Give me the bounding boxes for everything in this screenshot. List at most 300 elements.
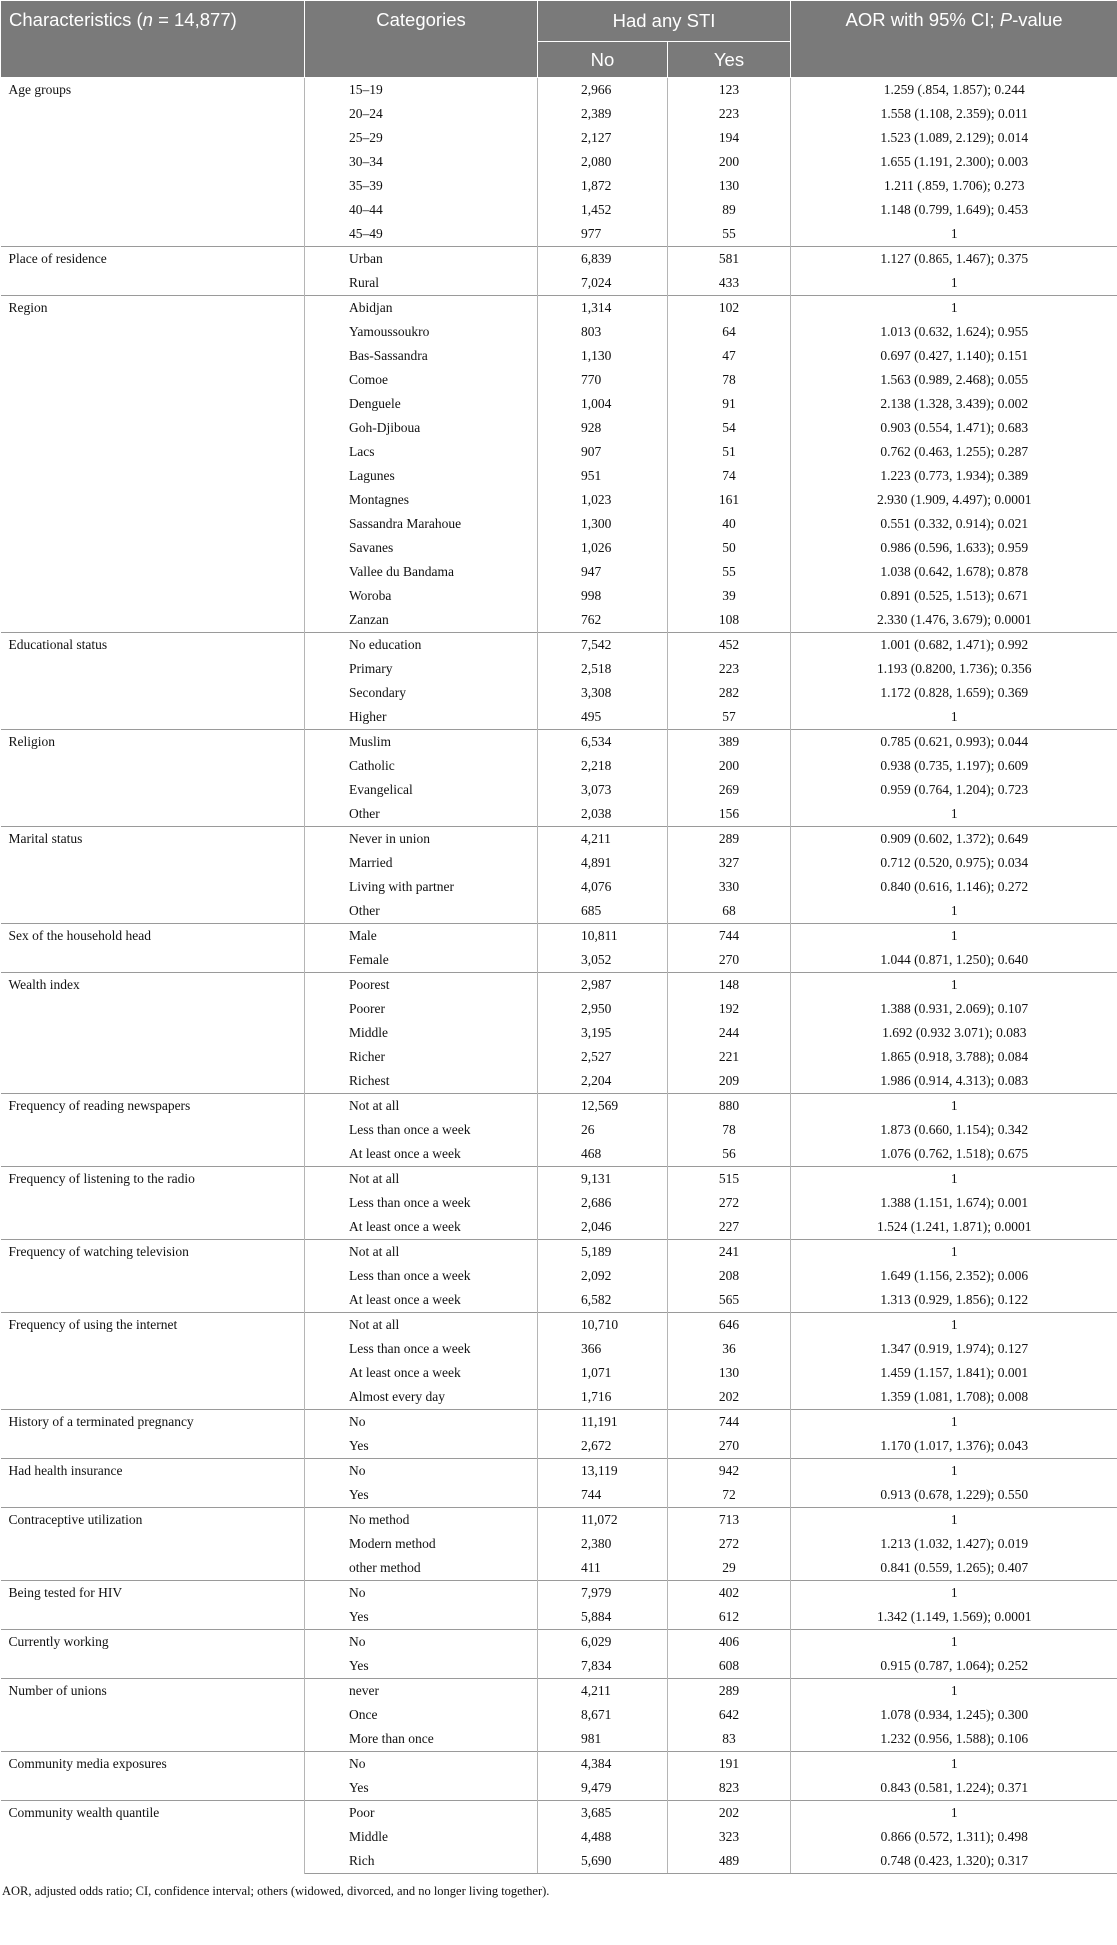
category-cell: Abidjan xyxy=(305,296,538,321)
sti-no-count: 762 xyxy=(538,608,668,633)
sti-yes-count: 161 xyxy=(668,488,791,512)
header-aor: AOR with 95% CI; P-value xyxy=(791,1,1117,78)
table-row xyxy=(1,1581,1117,1606)
category-cell: Male xyxy=(305,924,538,949)
aor-cell: 1.259 (.854, 1.857); 0.244 xyxy=(791,78,1117,103)
characteristic-name: Place of residence xyxy=(1,247,305,296)
category-cell: other method xyxy=(305,1556,538,1581)
aor-cell: 1.986 (0.914, 4.313); 0.083 xyxy=(880,1073,1029,1088)
category-cell: Never in union xyxy=(305,827,538,852)
category-cell: Savanes xyxy=(305,536,538,560)
sti-yes-count: 223 xyxy=(668,102,791,126)
sti-yes-count: 646 xyxy=(668,1313,791,1338)
sti-yes-count: 209 xyxy=(668,1069,791,1094)
category-cell: No education xyxy=(305,633,538,658)
table-row xyxy=(1,924,1117,949)
category-cell: Yes xyxy=(305,1776,538,1801)
category-cell: Modern method xyxy=(305,1532,538,1556)
aor-cell: 0.913 (0.678, 1.229); 0.550 xyxy=(880,1487,1029,1502)
header-no: No xyxy=(538,42,668,78)
sti-yes-count: 74 xyxy=(668,464,791,488)
category-cell: 35–39 xyxy=(305,174,538,198)
aor-cell: 1.170 (1.017, 1.376); 0.043 xyxy=(880,1438,1029,1453)
characteristic-name: Wealth index xyxy=(1,973,305,1094)
sti-yes-count: 55 xyxy=(668,222,791,247)
sti-yes-count: 89 xyxy=(668,198,791,222)
category-cell: No xyxy=(305,1581,538,1606)
category-cell: Poor xyxy=(305,1801,538,1826)
aor-cell: 1.223 (0.773, 1.934); 0.389 xyxy=(880,468,1029,483)
aor-cell: 1 xyxy=(791,1508,1117,1533)
table-row xyxy=(1,296,1117,321)
aor-cell: 1.148 (0.799, 1.649); 0.453 xyxy=(880,202,1029,217)
aor-cell: 0.959 (0.764, 1.204); 0.723 xyxy=(880,782,1029,797)
aor-cell: 1.524 (1.241, 1.871); 0.0001 xyxy=(877,1219,1032,1234)
category-cell: Other xyxy=(305,802,538,827)
sti-yes-count: 223 xyxy=(668,657,791,681)
category-cell: Female xyxy=(305,948,538,973)
aor-cell: 0.697 (0.427, 1.140); 0.151 xyxy=(880,348,1029,363)
sti-yes-count: 50 xyxy=(668,536,791,560)
aor-cell: 0.986 (0.596, 1.633); 0.959 xyxy=(880,540,1029,555)
sti-yes-count: 200 xyxy=(668,150,791,174)
table-row xyxy=(1,973,1117,998)
table-row xyxy=(1,1801,1117,1826)
sti-no-count: 947 xyxy=(538,560,668,584)
category-cell: No xyxy=(305,1752,538,1777)
category-cell: Urban xyxy=(305,247,538,272)
sti-yes-count: 202 xyxy=(668,1801,791,1826)
sti-no-count: 4,211 xyxy=(538,1679,668,1704)
category-cell: Primary xyxy=(305,657,538,681)
aor-cell: 1.523 (1.089, 2.129); 0.014 xyxy=(880,130,1029,145)
characteristic-name: Frequency of reading newspapers xyxy=(1,1094,305,1167)
table-row xyxy=(1,1094,1117,1119)
category-cell: 20–24 xyxy=(305,102,538,126)
sti-no-count: 366 xyxy=(538,1337,668,1361)
category-cell: Almost every day xyxy=(305,1385,538,1410)
sti-yes-count: 612 xyxy=(668,1605,791,1630)
sti-no-count: 9,131 xyxy=(538,1167,668,1192)
category-cell: Catholic xyxy=(305,754,538,778)
aor-cell: 1.078 (0.934, 1.245); 0.300 xyxy=(880,1707,1029,1722)
table-row xyxy=(1,78,1117,103)
sti-no-count: 4,488 xyxy=(538,1825,668,1849)
category-cell: Sassandra Marahoue xyxy=(305,512,538,536)
table-row xyxy=(1,1752,1117,1777)
sti-no-count: 744 xyxy=(538,1483,668,1508)
aor-cell: 0.840 (0.616, 1.146); 0.272 xyxy=(880,879,1029,894)
sti-no-count: 6,534 xyxy=(538,730,668,755)
sti-no-count: 2,518 xyxy=(538,657,668,681)
category-cell: 15–19 xyxy=(305,78,538,103)
aor-cell: 1 xyxy=(791,1410,1117,1435)
sti-yes-count: 713 xyxy=(668,1508,791,1533)
aor-cell: 1 xyxy=(791,1459,1117,1484)
aor-cell: 1 xyxy=(791,924,1117,949)
sti-no-count: 3,073 xyxy=(538,778,668,802)
sti-no-count: 907 xyxy=(538,440,668,464)
aor-cell: 1 xyxy=(791,1581,1117,1606)
category-cell: Comoe xyxy=(305,368,538,392)
table-row xyxy=(1,247,1117,272)
aor-cell: 0.843 (0.581, 1.224); 0.371 xyxy=(880,1780,1029,1795)
header-categories: Categories xyxy=(305,1,538,78)
sti-yes-count: 56 xyxy=(668,1142,791,1167)
category-cell: 40–44 xyxy=(305,198,538,222)
sti-no-count: 998 xyxy=(538,584,668,608)
aor-cell: 1.044 (0.871, 1.250); 0.640 xyxy=(880,952,1029,967)
sti-no-count: 977 xyxy=(538,222,668,247)
sti-yes-count: 433 xyxy=(668,271,791,296)
sti-yes-count: 244 xyxy=(668,1021,791,1045)
characteristic-name: Frequency of using the internet xyxy=(1,1313,305,1410)
sti-yes-count: 406 xyxy=(668,1630,791,1655)
category-cell: Once xyxy=(305,1703,538,1727)
aor-cell: 0.762 (0.463, 1.255); 0.287 xyxy=(880,444,1029,459)
characteristic-name: History of a terminated pregnancy xyxy=(1,1410,305,1459)
sti-yes-count: 194 xyxy=(668,126,791,150)
category-cell: Not at all xyxy=(305,1240,538,1265)
aor-cell: 1 xyxy=(950,806,958,821)
table-row xyxy=(1,1508,1117,1533)
table-row xyxy=(1,1410,1117,1435)
table-row xyxy=(1,1679,1117,1704)
aor-cell: 0.866 (0.572, 1.311); 0.498 xyxy=(880,1829,1028,1844)
characteristic-name: Frequency of listening to the radio xyxy=(1,1167,305,1240)
sti-no-count: 1,004 xyxy=(538,392,668,416)
sti-yes-count: 64 xyxy=(668,320,791,344)
sti-no-count: 26 xyxy=(538,1118,668,1142)
sti-yes-count: 200 xyxy=(668,754,791,778)
category-cell: Yes xyxy=(305,1654,538,1679)
characteristic-name: Contraceptive utilization xyxy=(1,1508,305,1581)
category-cell: Lacs xyxy=(305,440,538,464)
aor-cell: 1.232 (0.956, 1.588); 0.106 xyxy=(880,1731,1029,1746)
table-row xyxy=(1,1240,1117,1265)
sti-yes-count: 515 xyxy=(668,1167,791,1192)
sti-no-count: 1,026 xyxy=(538,536,668,560)
sti-no-count: 951 xyxy=(538,464,668,488)
sti-no-count: 4,384 xyxy=(538,1752,668,1777)
aor-cell: 1 xyxy=(791,1313,1117,1338)
sti-no-count: 770 xyxy=(538,368,668,392)
sti-no-count: 1,023 xyxy=(538,488,668,512)
aor-cell: 1 xyxy=(791,296,1117,321)
aor-cell: 1.313 (0.929, 1.856); 0.122 xyxy=(880,1292,1029,1307)
category-cell: Higher xyxy=(305,705,538,730)
table-row xyxy=(1,1459,1117,1484)
sti-no-count: 12,569 xyxy=(538,1094,668,1119)
header-yes: Yes xyxy=(668,42,791,78)
category-cell: Rich xyxy=(305,1849,538,1874)
sti-yes-count: 36 xyxy=(668,1337,791,1361)
sti-yes-count: 880 xyxy=(668,1094,791,1119)
category-cell: Yes xyxy=(305,1483,538,1508)
characteristic-name: Region xyxy=(1,296,305,633)
aor-cell: 1 xyxy=(791,1167,1117,1192)
header-had-any-sti: Had any STI xyxy=(538,1,791,42)
sti-yes-count: 565 xyxy=(668,1288,791,1313)
aor-cell: 1.193 (0.8200, 1.736); 0.356 xyxy=(877,661,1032,676)
aor-cell: 1.388 (1.151, 1.674); 0.001 xyxy=(880,1195,1029,1210)
sti-no-count: 7,834 xyxy=(538,1654,668,1679)
sti-yes-count: 192 xyxy=(668,997,791,1021)
aor-cell: 1.563 (0.989, 2.468); 0.055 xyxy=(880,372,1029,387)
category-cell: No xyxy=(305,1630,538,1655)
sti-yes-count: 208 xyxy=(668,1264,791,1288)
category-cell: Secondary xyxy=(305,681,538,705)
sti-yes-count: 452 xyxy=(668,633,791,658)
sti-no-count: 685 xyxy=(538,899,668,924)
sti-no-count: 4,076 xyxy=(538,875,668,899)
sti-no-count: 4,211 xyxy=(538,827,668,852)
sti-yes-count: 123 xyxy=(668,78,791,103)
table-row xyxy=(1,1630,1117,1655)
sti-no-count: 11,191 xyxy=(538,1410,668,1435)
characteristic-name: Frequency of watching television xyxy=(1,1240,305,1313)
sti-no-count: 2,987 xyxy=(538,973,668,998)
category-cell: Other xyxy=(305,899,538,924)
aor-cell: 0.938 (0.735, 1.197); 0.609 xyxy=(880,758,1029,773)
category-cell: Zanzan xyxy=(305,608,538,633)
aor-cell: 1.172 (0.828, 1.659); 0.369 xyxy=(880,685,1029,700)
category-cell: Bas-Sassandra xyxy=(305,344,538,368)
aor-cell: 0.551 (0.332, 0.914); 0.021 xyxy=(880,516,1029,531)
sti-no-count: 2,127 xyxy=(538,126,668,150)
sti-no-count: 2,380 xyxy=(538,1532,668,1556)
category-cell: Married xyxy=(305,851,538,875)
sti-yes-count: 744 xyxy=(668,1410,791,1435)
table-row xyxy=(1,1313,1117,1338)
sti-yes-count: 270 xyxy=(668,948,791,973)
sti-no-count: 468 xyxy=(538,1142,668,1167)
aor-cell: 2.330 (1.476, 3.679); 0.0001 xyxy=(877,612,1032,627)
sti-no-count: 2,686 xyxy=(538,1191,668,1215)
characteristic-name: Number of unions xyxy=(1,1679,305,1752)
sti-yes-count: 241 xyxy=(668,1240,791,1265)
category-cell: Living with partner xyxy=(305,875,538,899)
sti-yes-count: 289 xyxy=(668,827,791,852)
aor-cell: 0.712 (0.520, 0.975); 0.034 xyxy=(880,855,1029,870)
sti-yes-count: 323 xyxy=(668,1825,791,1849)
sti-no-count: 5,690 xyxy=(538,1849,668,1874)
category-cell: Yamoussoukro xyxy=(305,320,538,344)
sti-no-count: 1,130 xyxy=(538,344,668,368)
aor-cell: 1.655 (1.191, 2.300); 0.003 xyxy=(880,154,1029,169)
characteristic-name: Currently working xyxy=(1,1630,305,1679)
sti-no-count: 981 xyxy=(538,1727,668,1752)
category-cell: More than once xyxy=(305,1727,538,1752)
aor-cell: 1.459 (1.157, 1.841); 0.001 xyxy=(880,1365,1029,1380)
sti-no-count: 7,024 xyxy=(538,271,668,296)
sti-no-count: 2,038 xyxy=(538,802,668,827)
sti-yes-count: 202 xyxy=(668,1385,791,1410)
aor-cell: 1.865 (0.918, 3.788); 0.084 xyxy=(880,1049,1029,1064)
sti-no-count: 1,300 xyxy=(538,512,668,536)
characteristic-name: Religion xyxy=(1,730,305,827)
aor-cell: 1.873 (0.660, 1.154); 0.342 xyxy=(880,1122,1029,1137)
sti-no-count: 2,092 xyxy=(538,1264,668,1288)
sti-yes-count: 83 xyxy=(668,1727,791,1752)
sti-yes-count: 272 xyxy=(668,1191,791,1215)
aor-cell: 1.076 (0.762, 1.518); 0.675 xyxy=(880,1146,1029,1161)
characteristic-name: Being tested for HIV xyxy=(1,1581,305,1630)
characteristic-name: Marital status xyxy=(1,827,305,924)
category-cell: Less than once a week xyxy=(305,1191,538,1215)
sti-no-count: 2,966 xyxy=(538,78,668,103)
category-cell: Rural xyxy=(305,271,538,296)
aor-cell: 1.649 (1.156, 2.352); 0.006 xyxy=(880,1268,1029,1283)
category-cell: At least once a week xyxy=(305,1215,538,1240)
sti-no-count: 7,542 xyxy=(538,633,668,658)
sti-yes-count: 289 xyxy=(668,1679,791,1704)
aor-cell: 1.342 (1.149, 1.569); 0.0001 xyxy=(877,1609,1032,1624)
aor-cell: 1.213 (1.032, 1.427); 0.019 xyxy=(880,1536,1029,1551)
sti-yes-count: 78 xyxy=(668,368,791,392)
sti-yes-count: 227 xyxy=(668,1215,791,1240)
aor-cell: 1 xyxy=(950,903,958,918)
aor-cell: 0.915 (0.787, 1.064); 0.252 xyxy=(880,1658,1029,1673)
category-cell: never xyxy=(305,1679,538,1704)
sti-no-count: 928 xyxy=(538,416,668,440)
category-cell: Middle xyxy=(305,1825,538,1849)
category-cell: Woroba xyxy=(305,584,538,608)
sti-yes-count: 130 xyxy=(668,1361,791,1385)
sti-no-count: 3,052 xyxy=(538,948,668,973)
aor-cell: 0.748 (0.423, 1.320); 0.317 xyxy=(791,1849,1117,1874)
category-cell: Not at all xyxy=(305,1313,538,1338)
category-cell: Richer xyxy=(305,1045,538,1069)
category-cell: Richest xyxy=(305,1069,538,1094)
aor-cell: 1 xyxy=(950,226,958,241)
category-cell: Less than once a week xyxy=(305,1264,538,1288)
sti-no-count: 1,314 xyxy=(538,296,668,321)
characteristic-name: Educational status xyxy=(1,633,305,730)
sti-no-count: 6,582 xyxy=(538,1288,668,1313)
category-cell: 30–34 xyxy=(305,150,538,174)
sti-yes-count: 91 xyxy=(668,392,791,416)
sti-no-count: 7,979 xyxy=(538,1581,668,1606)
aor-cell: 1.359 (1.081, 1.708); 0.008 xyxy=(880,1389,1029,1404)
category-cell: Evangelical xyxy=(305,778,538,802)
aor-cell: 1 xyxy=(950,709,958,724)
sti-yes-count: 29 xyxy=(668,1556,791,1581)
category-cell: Denguele xyxy=(305,392,538,416)
sti-no-count: 495 xyxy=(538,705,668,730)
sti-no-count: 10,811 xyxy=(538,924,668,949)
aor-cell: 0.891 (0.525, 1.513); 0.671 xyxy=(880,588,1029,603)
sti-yes-count: 57 xyxy=(668,705,791,730)
sti-no-count: 2,218 xyxy=(538,754,668,778)
table-body xyxy=(1,78,1117,1874)
category-cell: No xyxy=(305,1410,538,1435)
table-row xyxy=(1,633,1117,658)
characteristic-name: Community media exposures xyxy=(1,1752,305,1801)
sti-no-count: 803 xyxy=(538,320,668,344)
sti-yes-count: 55 xyxy=(668,560,791,584)
sti-yes-count: 191 xyxy=(668,1752,791,1777)
aor-cell: 0.785 (0.621, 0.993); 0.044 xyxy=(791,730,1117,755)
sti-no-count: 1,872 xyxy=(538,174,668,198)
table-row xyxy=(1,1167,1117,1192)
sti-no-count: 13,119 xyxy=(538,1459,668,1484)
sti-yes-count: 148 xyxy=(668,973,791,998)
sti-yes-count: 40 xyxy=(668,512,791,536)
aor-cell: 1.001 (0.682, 1.471); 0.992 xyxy=(791,633,1117,658)
sti-no-count: 6,839 xyxy=(538,247,668,272)
category-cell: 25–29 xyxy=(305,126,538,150)
characteristic-name: Sex of the household head xyxy=(1,924,305,973)
sti-yes-count: 39 xyxy=(668,584,791,608)
sti-no-count: 4,891 xyxy=(538,851,668,875)
aor-cell: 1.558 (1.108, 2.359); 0.011 xyxy=(880,106,1028,121)
category-cell: Less than once a week xyxy=(305,1118,538,1142)
category-cell: Poorer xyxy=(305,997,538,1021)
sti-yes-count: 102 xyxy=(668,296,791,321)
aor-cell: 0.841 (0.559, 1.265); 0.407 xyxy=(880,1560,1029,1575)
aor-cell: 1 xyxy=(791,1752,1117,1777)
aor-cell: 1 xyxy=(791,973,1117,998)
sti-yes-count: 78 xyxy=(668,1118,791,1142)
category-cell: Muslim xyxy=(305,730,538,755)
aor-cell: 1 xyxy=(791,1630,1117,1655)
category-cell: No xyxy=(305,1459,538,1484)
header-characteristics: Characteristics (n = 14,877) xyxy=(1,1,305,78)
sti-yes-count: 330 xyxy=(668,875,791,899)
sti-no-count: 2,204 xyxy=(538,1069,668,1094)
sti-no-count: 2,950 xyxy=(538,997,668,1021)
aor-cell: 0.903 (0.554, 1.471); 0.683 xyxy=(880,420,1029,435)
category-cell: At least once a week xyxy=(305,1288,538,1313)
category-cell: Montagnes xyxy=(305,488,538,512)
category-cell: At least once a week xyxy=(305,1142,538,1167)
sti-yes-count: 402 xyxy=(668,1581,791,1606)
sti-no-count: 10,710 xyxy=(538,1313,668,1338)
sti-yes-count: 68 xyxy=(668,899,791,924)
characteristic-name: Age groups xyxy=(1,78,305,247)
category-cell: 45–49 xyxy=(305,222,538,247)
category-cell: Not at all xyxy=(305,1167,538,1192)
sti-yes-count: 282 xyxy=(668,681,791,705)
category-cell: Less than once a week xyxy=(305,1337,538,1361)
sti-no-count: 9,479 xyxy=(538,1776,668,1801)
category-cell: Not at all xyxy=(305,1094,538,1119)
sti-yes-count: 108 xyxy=(668,608,791,633)
sti-yes-count: 581 xyxy=(668,247,791,272)
category-cell: Middle xyxy=(305,1021,538,1045)
sti-yes-count: 327 xyxy=(668,851,791,875)
category-cell: Poorest xyxy=(305,973,538,998)
aor-cell: 1.388 (0.931, 2.069); 0.107 xyxy=(880,1001,1029,1016)
sti-no-count: 5,189 xyxy=(538,1240,668,1265)
table-row xyxy=(1,827,1117,852)
aor-cell: 2.930 (1.909, 4.497); 0.0001 xyxy=(877,492,1032,507)
sti-yes-count: 489 xyxy=(668,1849,791,1874)
sti-no-count: 11,072 xyxy=(538,1508,668,1533)
sti-no-count: 411 xyxy=(538,1556,668,1581)
sti-no-count: 2,527 xyxy=(538,1045,668,1069)
category-cell: No method xyxy=(305,1508,538,1533)
sti-yes-count: 47 xyxy=(668,344,791,368)
sti-yes-count: 54 xyxy=(668,416,791,440)
sti-yes-count: 269 xyxy=(668,778,791,802)
sti-yes-count: 130 xyxy=(668,174,791,198)
characteristic-name: Had health insurance xyxy=(1,1459,305,1508)
category-cell: Lagunes xyxy=(305,464,538,488)
sti-no-count: 3,195 xyxy=(538,1021,668,1045)
sti-no-count: 2,672 xyxy=(538,1434,668,1459)
